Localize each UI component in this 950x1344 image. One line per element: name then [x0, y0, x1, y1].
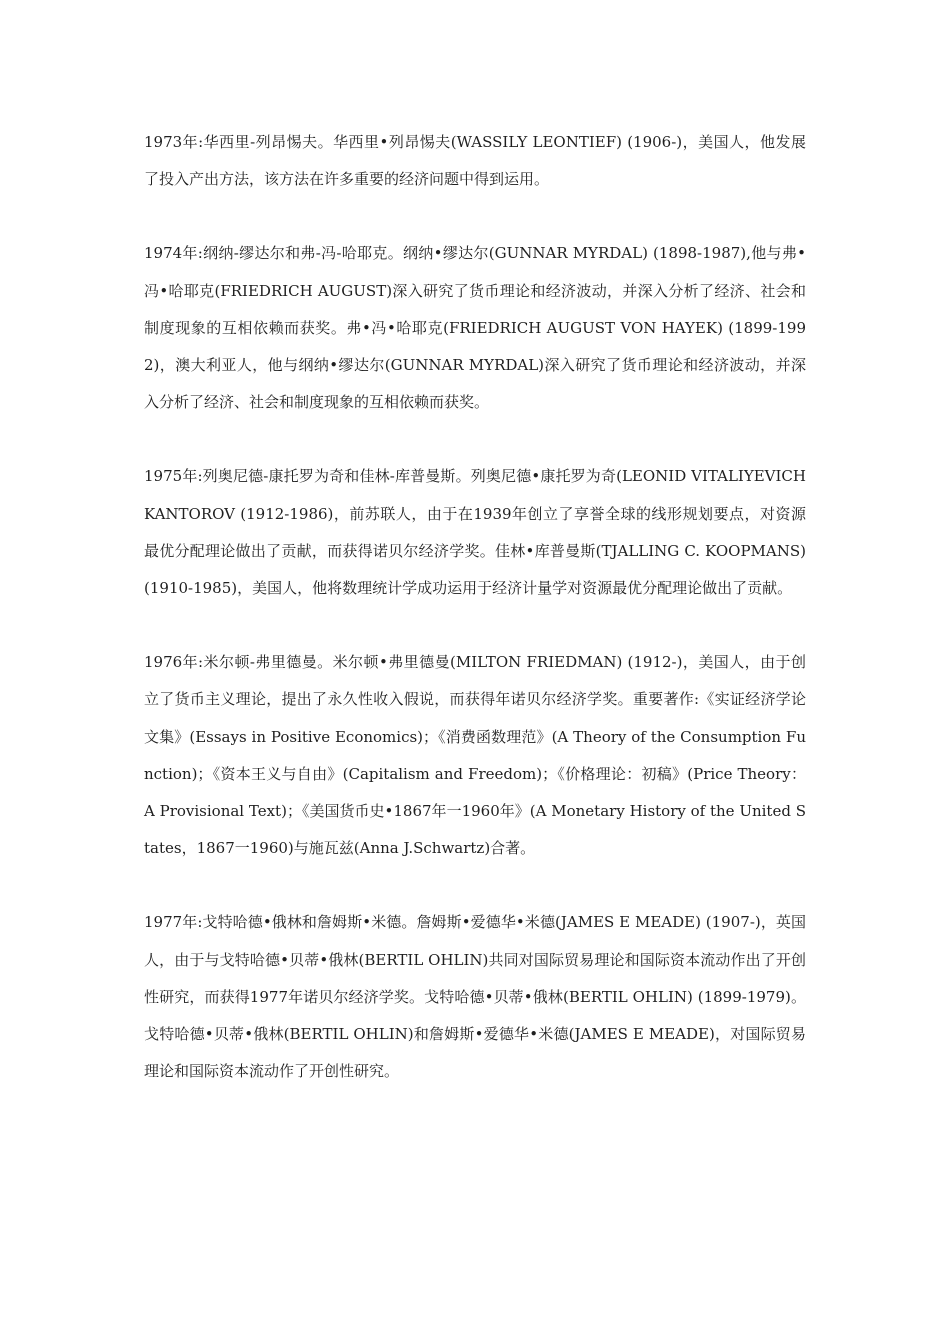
document-body — [144, 124, 806, 1090]
paragraph-1977: 1977年:戈特哈德•俄林和詹姆斯•米德。詹姆斯•爱德华•米德(JAMES E MEADE) (1907-)，英国人，由于与戈特哈德•贝蒂•俄林(BERTIL OHLIN)共同对国际贸易理论和国际资本流动作出了开创性研究，而获得1977年诺贝尔经济学奖。戈特哈德•贝蒂•俄林(BERTIL OHLIN) (1899-1979)。戈特哈德•贝蒂•俄林(BERTIL OHLIN)和詹姆斯•爱德华•米德(JAMES E MEADE)，对国际贸易理论和国际资本流动作了开创性研究。 — [144, 913, 806, 1081]
paragraph-1974: 1974年:纲纳-缪达尔和弗-冯-哈耶克。纲纳•缪达尔(GUNNAR MYRDAL) (1898-1987),他与弗•冯•哈耶克(FRIEDRICH AUGUST)深入研究了货币理论和经济波动，并深入分析了经济、社会和制度现象的互相依赖而获奖。弗•冯•哈耶克(FRIEDRICH AUGUST VON HAYEK) (1899-1992)，澳大利亚人，他与纲纳•缪达尔(GUNNAR MYRDAL)深入研究了货币理论和经济波动，并深入分析了经济、社会和制度现象的互相依赖而获奖。 — [144, 244, 806, 412]
paragraph-1973: 1973年:华西里-列昂惕夫。华西里•列昂惕夫(WASSILY LEONTIEF) (1906-)，美国人，他发展了投入产出方法，该方法在许多重要的经济问题中得到运用。 — [144, 133, 806, 189]
paragraph-1976: 1976年:米尔顿-弗里德曼。米尔顿•弗里德曼(MILTON FRIEDMAN) (1912-)，美国人，由于创立了货币主义理论，提出了永久性收入假说，而获得年诺贝尔经济学奖。重要著作:《实证经济学论文集》(Essays in Positive Economics)；《消费函数理范》(A Theory of the Consumption Function)；《资本王义与自由》(Capitalism and Freedom)；《价格理论：初稿》(Price Theory：A Provisional Text)；《美国货币史•1867年一1960年》(A Monetary History of the United States，1867一1960)与施瓦兹(Anna J.Schwartz)合著。 — [144, 653, 806, 858]
paragraph-1975: 1975年:列奥尼德-康托罗为奇和佳林-库普曼斯。列奥尼德•康托罗为奇(LEONID VITALIYEVICH KANTOROV (1912-1986)，前苏联人，由于在1939年创立了享誉全球的线形规划要点，对资源最优分配理论做出了贡献，而获得诺贝尔经济学奖。佳林•库普曼斯(TJALLING C. KOOPMANS) (1910-1985)，美国人，他将数理统计学成功运用于经济计量学对资源最优分配理论做出了贡献。 — [144, 467, 806, 598]
